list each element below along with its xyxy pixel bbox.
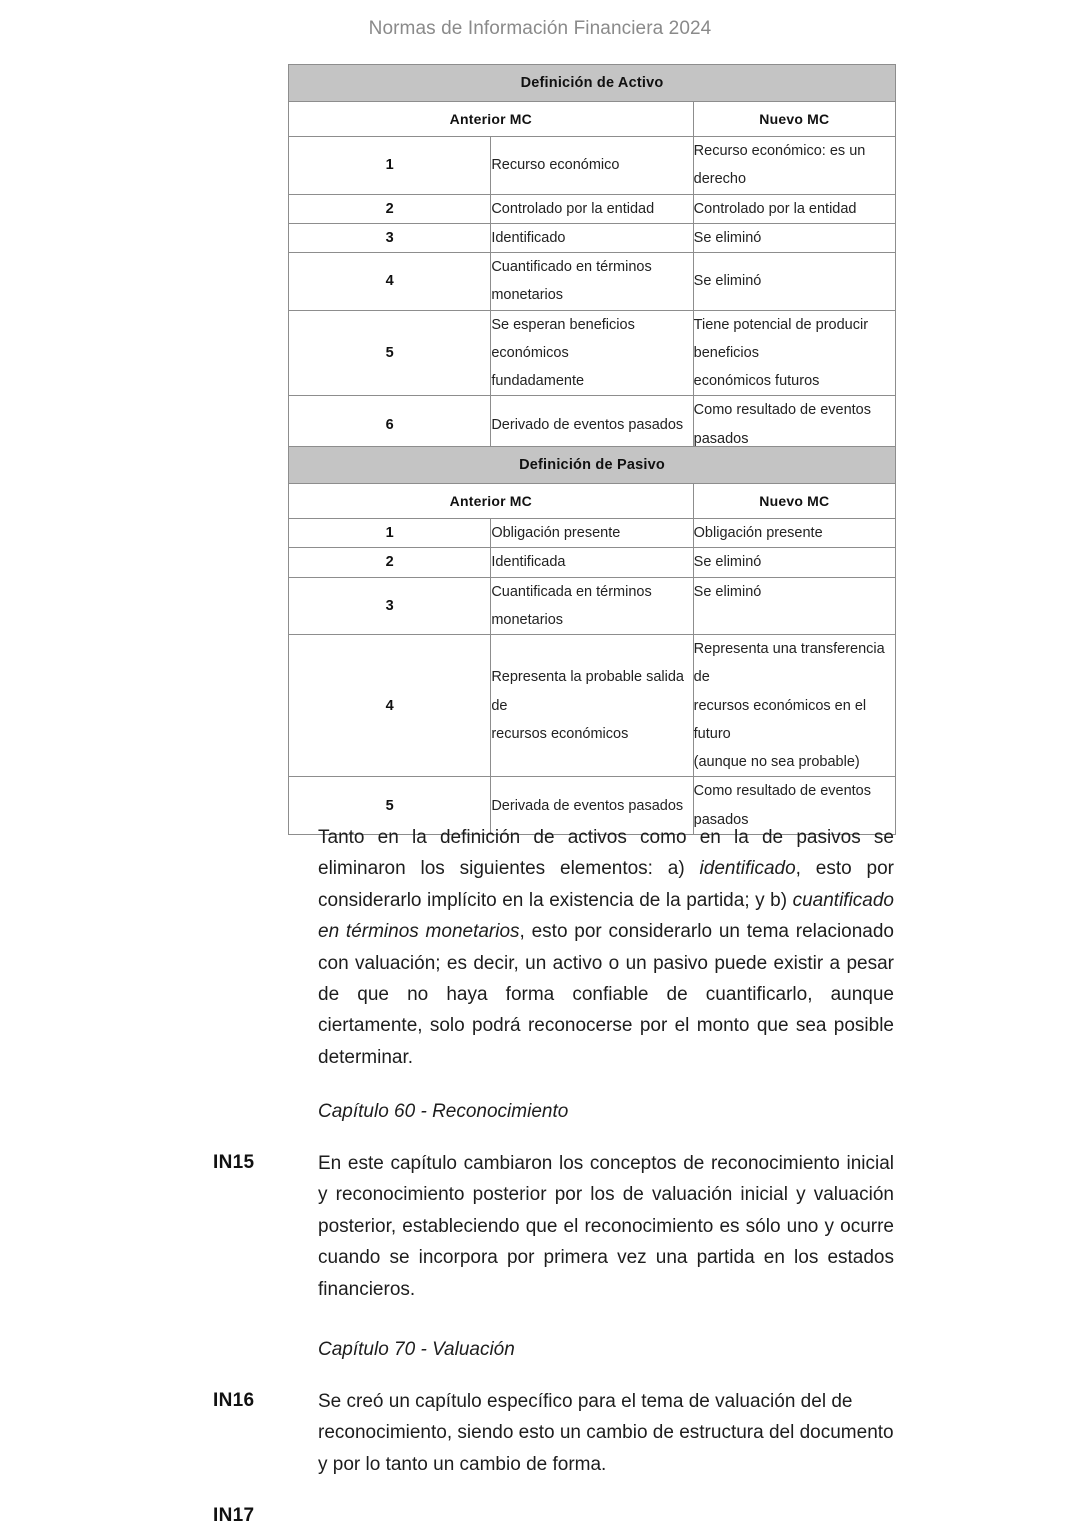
row-number: 2: [289, 548, 491, 577]
column-header-anterior-mc: Anterior MC: [289, 102, 694, 137]
column-header-nuevo-mc: Nuevo MC: [693, 484, 895, 519]
paragraph-marker-in17: IN17: [213, 1505, 255, 1526]
cell-line: Derivada de eventos pasados: [491, 797, 684, 814]
cell-anterior-mc: [491, 253, 693, 311]
row-number: 3: [289, 223, 491, 252]
cell-nuevo-mc: [693, 194, 895, 223]
table-row: [289, 548, 896, 577]
cell-anterior-mc: [491, 577, 693, 635]
row-number: 4: [289, 635, 491, 777]
cell-line: económicos futuros: [693, 373, 820, 390]
cell-line: Controlado por la entidad: [491, 200, 655, 217]
table-title: Definición de Activo: [289, 65, 896, 102]
cell-anterior-mc: [491, 548, 693, 577]
cell-line: Recurso económico: es un derecho: [693, 143, 866, 188]
paragraph-segment: , esto por considerarlo un tema relacionado con valuación; es decir, un activo o un pasivo puede existir a pesar de que no haya forma confiable de cuantificarlo, aunque ciertamente, solo podrá reconocerse por el monto que sea posible determinar.: [318, 921, 894, 1068]
cell-nuevo-mc: [693, 548, 895, 577]
paragraph-segment: , esto por considerarlo implícito en la existencia de la partida; y b): [318, 858, 894, 911]
paragraph-marker-in15: IN15: [213, 1152, 255, 1173]
paragraph-in15: En este capítulo cambiaron los conceptos de reconocimiento inicial y reconocimiento posterior por los de valuación inicial y valuación posterior, estableciendo que el reconocimiento es sólo uno y ocurre cuando se incorpora por primera vez una partida en los estados financieros.: [318, 1153, 894, 1300]
cell-line: Se eliminó: [693, 273, 762, 290]
row-number: 3: [289, 577, 491, 635]
row-number: 6: [289, 396, 491, 454]
cell-line: (aunque no sea probable): [693, 754, 860, 771]
cell-line: Derivado de eventos pasados: [491, 416, 684, 433]
cell-anterior-mc: [491, 194, 693, 223]
cell-line: fundadamente: [491, 373, 585, 390]
column-header-anterior-mc: Anterior MC: [289, 484, 694, 519]
cell-nuevo-mc: [693, 137, 895, 195]
cell-nuevo-mc: [693, 635, 895, 777]
table-row: [289, 253, 896, 311]
cell-anterior-mc: [491, 310, 693, 396]
cell-anterior-mc: [491, 137, 693, 195]
cell-line: Recurso económico: [491, 157, 620, 174]
cell-line: Se eliminó: [693, 583, 762, 600]
paragraph-emphasis-cuantificado: cuantificado en términos monetarios: [318, 889, 894, 943]
cell-anterior-mc: [491, 396, 693, 454]
row-number: 1: [289, 519, 491, 548]
cell-line: Representa la probable salida de: [491, 669, 684, 714]
table-row: [289, 137, 896, 195]
cell-nuevo-mc: [693, 396, 895, 454]
paragraph-segment: Tanto en la definición de activos como en la de pasivos se eliminaron los siguientes elementos: a): [318, 827, 894, 880]
table-body: [289, 447, 896, 835]
column-header-nuevo-mc: Nuevo MC: [693, 102, 895, 137]
cell-nuevo-mc: [693, 310, 895, 396]
table-title: Definición de Pasivo: [289, 447, 896, 484]
table-row: [289, 194, 896, 223]
table-definicion-de-activo: [288, 64, 896, 454]
cell-line: recursos económicos en el futuro: [693, 697, 867, 742]
row-number: 5: [289, 310, 491, 396]
table-row: [289, 519, 896, 548]
cell-line: Obligación presente: [693, 525, 823, 541]
cell-line: Como resultado de eventos pasados: [693, 402, 871, 447]
cell-line: recursos económicos: [491, 725, 629, 742]
table-row: [289, 310, 896, 396]
cell-nuevo-mc: [693, 577, 895, 635]
paragraph-marker-in16: IN16: [213, 1390, 255, 1411]
cell-line: Representa una transferencia de: [693, 641, 885, 686]
cell-line: Identificada: [491, 554, 566, 571]
cell-anterior-mc: [491, 635, 693, 777]
paragraph-emphasis-identificado: identificado: [699, 858, 796, 880]
table-row: [289, 223, 896, 252]
cell-line: monetarios: [491, 287, 564, 304]
cell-line: Como resultado de eventos pasados: [693, 783, 871, 828]
row-number: 1: [289, 137, 491, 195]
table-definicion-de-pasivo: [288, 446, 896, 835]
table-row: [289, 635, 896, 777]
cell-line: Cuantificado en términos: [491, 259, 652, 276]
table-column-header-row: [289, 484, 896, 519]
cell-nuevo-mc: [693, 253, 895, 311]
cell-line: Tiene potencial de producir beneficios: [693, 316, 869, 361]
section-heading-capitulo-60: Capítulo 60 - Reconocimiento: [318, 1101, 569, 1122]
table-row: [289, 396, 896, 454]
table-title-row: [289, 447, 896, 484]
cell-line: Obligación presente: [491, 525, 621, 541]
table-body: [289, 65, 896, 454]
cell-line: Se eliminó: [693, 554, 762, 571]
cell-anterior-mc: [491, 223, 693, 252]
section-heading-capitulo-70: Capítulo 70 - Valuación: [318, 1339, 515, 1360]
cell-nuevo-mc: [693, 223, 895, 252]
table-row: [289, 577, 896, 635]
table-column-header-row: [289, 102, 896, 137]
cell-line: monetarios: [491, 611, 564, 628]
page-title: Normas de Información Financiera 2024: [368, 18, 712, 39]
row-number: 5: [289, 777, 491, 835]
cell-line: Se esperan beneficios económicos: [491, 316, 635, 361]
row-number: 4: [289, 253, 491, 311]
cell-line: Controlado por la entidad: [693, 200, 857, 217]
cell-line: Se eliminó: [693, 229, 762, 246]
cell-line: Identificado: [491, 229, 566, 246]
table-title-row: [289, 65, 896, 102]
cell-anterior-mc: [491, 519, 693, 548]
paragraph-in16: Se creó un capítulo específico para el tema de valuación del de reconocimiento, siendo esto un cambio de estructura del documento y por lo tanto un cambio de forma.: [318, 1391, 894, 1475]
cell-line: Cuantificada en términos: [491, 583, 652, 600]
row-number: 2: [289, 194, 491, 223]
paragraph-eliminated-elements: [318, 822, 894, 1073]
cell-nuevo-mc: [693, 519, 895, 548]
